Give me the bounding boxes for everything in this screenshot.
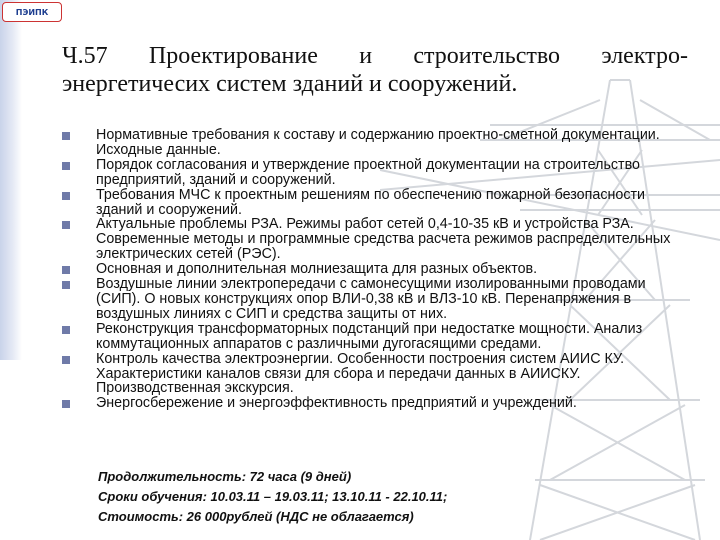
bullet-square-icon [62, 400, 70, 408]
list-item [62, 277, 684, 322]
topic-text: Нормативные требования к составу и содержанию проектно-сметной документации. Исходные данные. [96, 127, 660, 158]
title-line-2: энергетичесих систем зданий и сооружений. [62, 71, 518, 97]
bullet-square-icon [62, 266, 70, 274]
title-word: электро- [601, 43, 688, 69]
list-item [62, 262, 684, 277]
bullet-square-icon [62, 162, 70, 170]
logo-text: ПЭИПК [15, 7, 49, 17]
title-line-1 [62, 42, 688, 70]
topic-text: Порядок согласования и утверждение проектной документации на строительство предприятий, зданий и сооружений. [96, 156, 640, 188]
list-item [62, 128, 684, 158]
bullet-square-icon [62, 132, 70, 140]
list-item [62, 217, 684, 262]
topic-text: Энергосбережение и энергоэффективность предприятий и учреждений. [96, 395, 577, 412]
bullet-square-icon [62, 326, 70, 334]
list-item [62, 158, 684, 188]
page-title [62, 42, 688, 98]
list-item [62, 352, 684, 397]
bullet-square-icon [62, 221, 70, 229]
left-decor-bar [0, 0, 22, 360]
bullet-square-icon [62, 192, 70, 200]
topic-text: Основная и дополнительная молниезащита для разных объектов. [96, 261, 538, 278]
topic-text: Реконструкция трансформаторных подстанций при недостатке мощности. Анализ коммутационных аппаратов с различными дугогасящими средами. [96, 320, 643, 352]
list-item [62, 322, 684, 352]
title-word: строительство [413, 43, 561, 69]
topic-text: Требования МЧС к проектным решениям по обеспечению пожарной безопасности зданий и сооружений. [96, 186, 645, 218]
title-word: Ч.57 [62, 43, 108, 69]
price-text: Стоимость: 26 000рублей (НДС не облагается) [98, 509, 414, 524]
bullet-square-icon [62, 356, 70, 364]
logo [2, 2, 62, 22]
topic-list [62, 128, 684, 411]
list-item [62, 396, 684, 411]
title-word: Проектирование [148, 43, 318, 69]
title-word: и [359, 43, 373, 69]
dates-text: Сроки обучения: 10.03.11 – 19.03.11; 13.10.11 - 22.10.11; [98, 489, 448, 504]
topic-text: Актуальные проблемы РЗА. Режимы работ сетей 0,4-10-35 кВ и устройства РЗА. Современные методы и программные средства расчета режимов распределительных электрических сетей (РЭС). [96, 216, 671, 263]
course-details [98, 467, 447, 527]
topic-text: Контроль качества электроэнергии. Особенности построения систем АИИС КУ. Характеристики каналов связи для сбора и передачи данных в АИИСКУ. Производственная экскурсия. [96, 350, 625, 397]
list-item [62, 188, 684, 218]
bullet-square-icon [62, 281, 70, 289]
topic-text: Воздушные линии электропередачи с самонесущими изолированными проводами (СИП). О новых конструкциях опор ВЛИ-0,38 кВ и ВЛЗ-10 кВ. Перенапряжения в воздушных линиях с СИП и средства защиты от них. [96, 276, 646, 322]
duration-text: Продолжительность: 72 часа (9 дней) [98, 469, 352, 484]
